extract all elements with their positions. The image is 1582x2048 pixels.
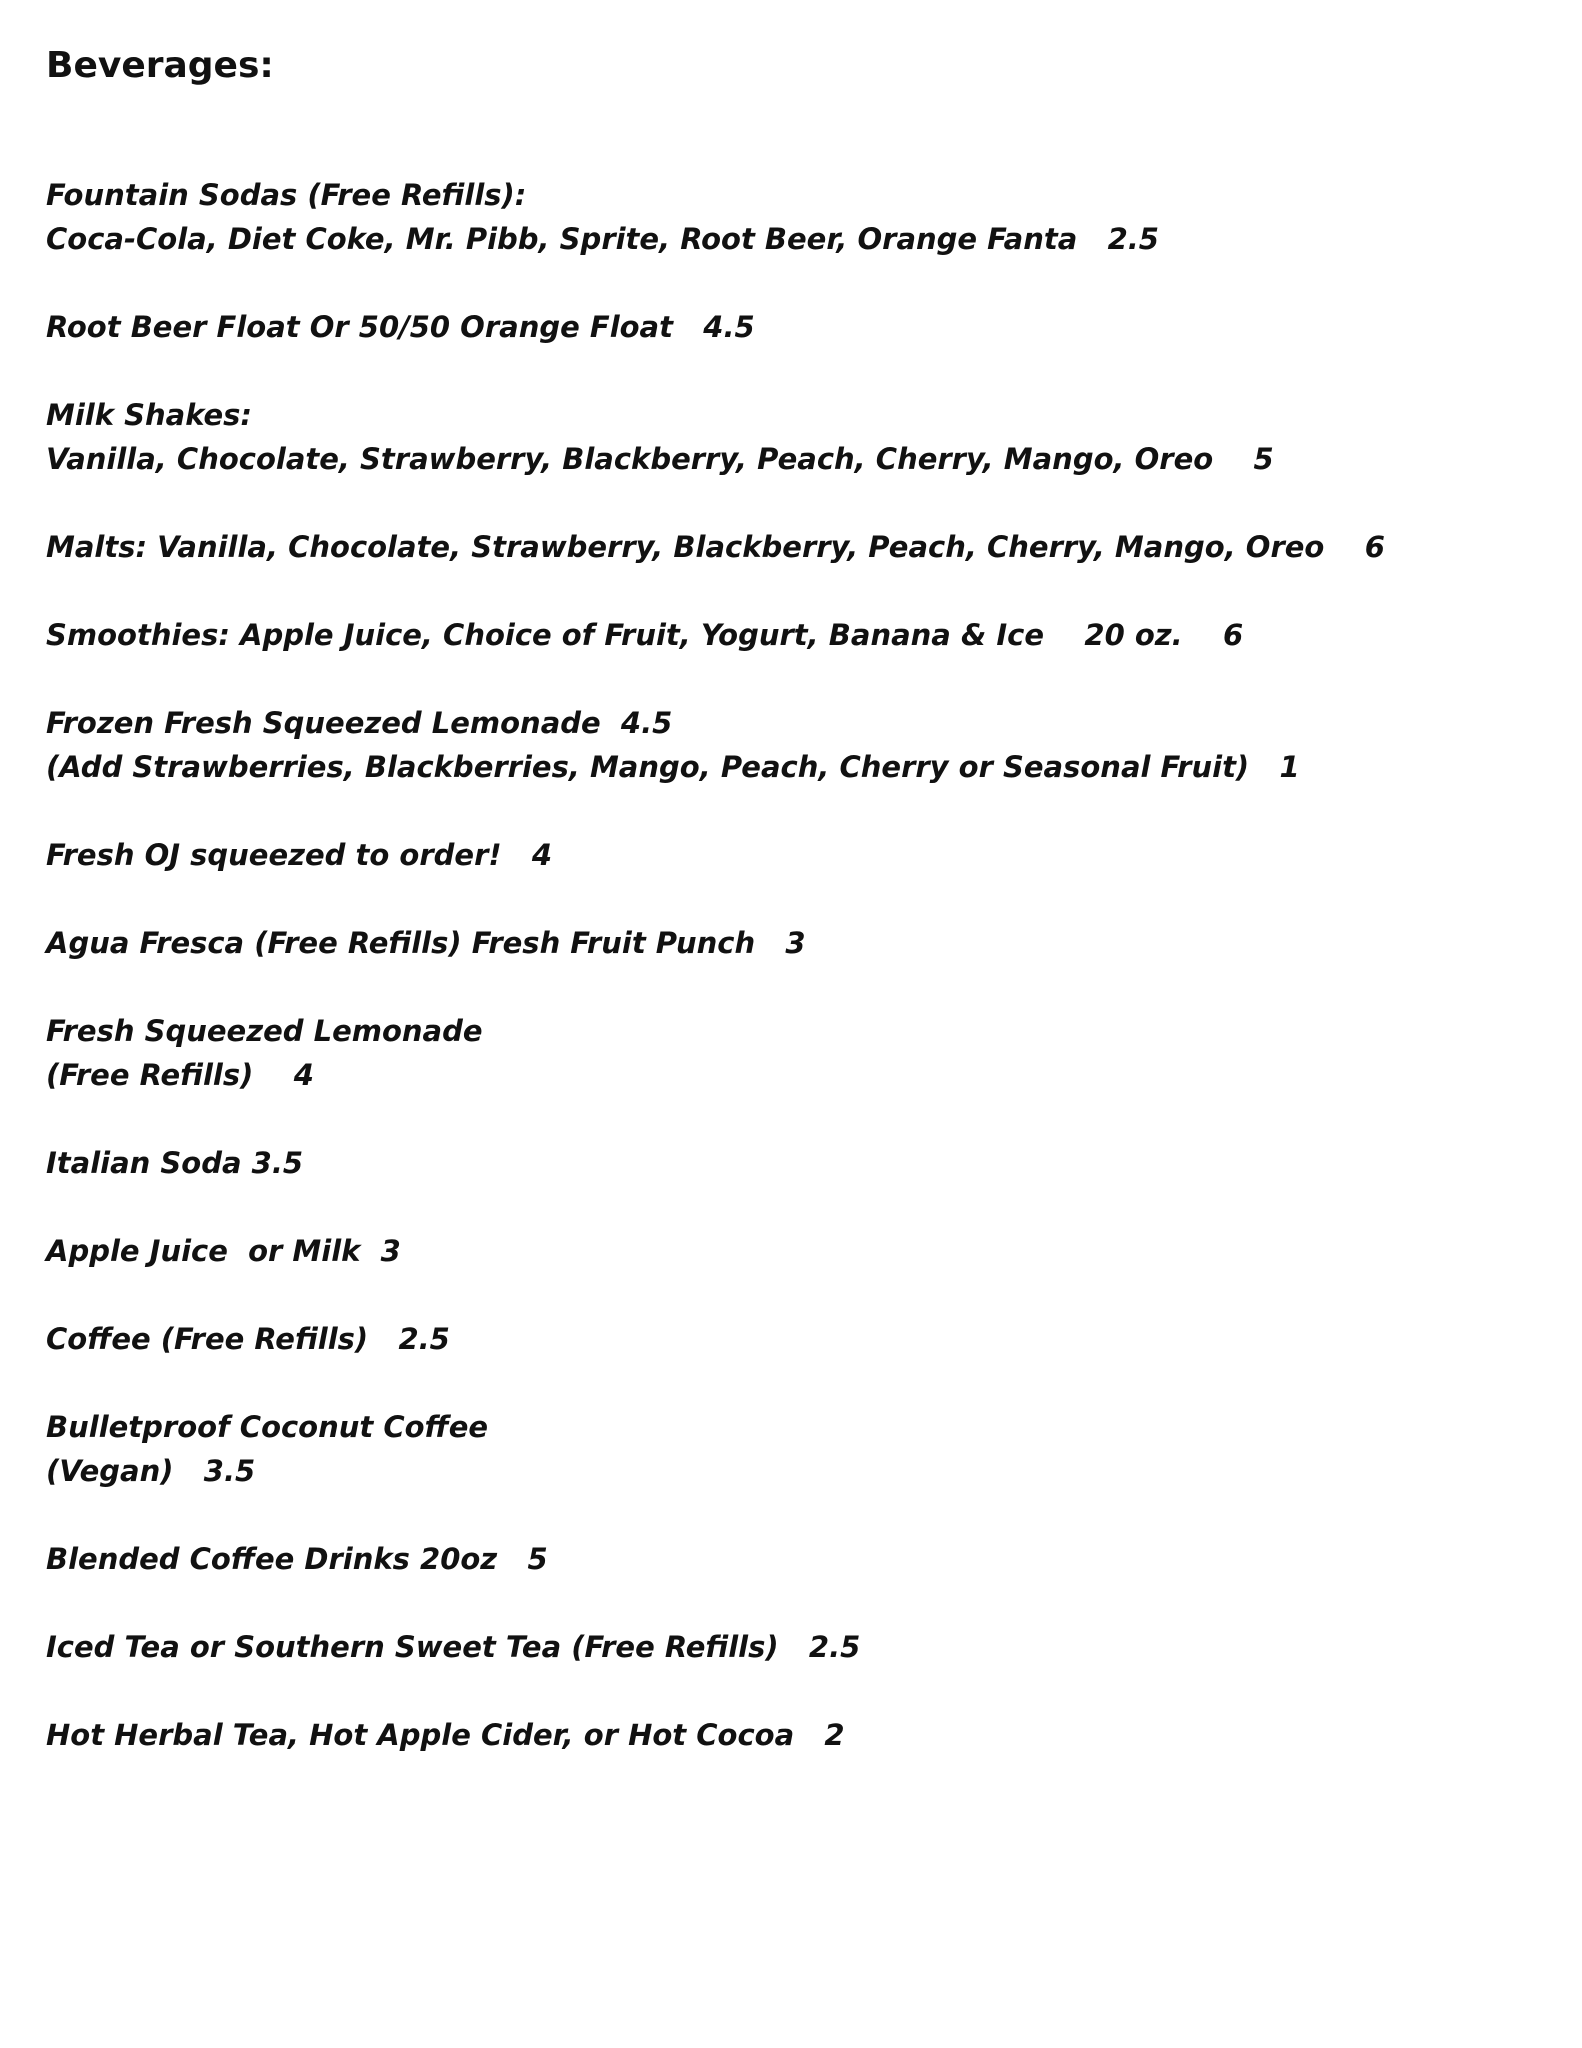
- menu-line: Coca-Cola, Diet Coke, Mr. Pibb, Sprite, Root Beer, Orange Fanta 2.5: [46, 222, 1159, 256]
- menu-line: Coffee (Free Refills) 2.5: [46, 1322, 450, 1356]
- menu-line: (Vegan) 3.5: [46, 1454, 256, 1488]
- menu-line: Fountain Sodas (Free Refills):: [46, 178, 527, 212]
- menu-line: Fresh Squeezed Lemonade: [46, 1014, 483, 1048]
- menu-line: Root Beer Float Or 50/50 Orange Float 4.5: [46, 310, 755, 344]
- menu-line: Smoothies: Apple Juice, Choice of Fruit, Yogurt, Banana & Ice 20 oz. 6: [46, 618, 1244, 652]
- menu-line: Bulletproof Coconut Coffee: [46, 1410, 489, 1444]
- menu-line: Frozen Fresh Squeezed Lemonade 4.5: [46, 706, 673, 740]
- menu-title: Beverages:: [46, 45, 274, 86]
- menu-line: Blended Coffee Drinks 20oz 5: [46, 1542, 548, 1576]
- menu-line: Malts: Vanilla, Chocolate, Strawberry, Blackberry, Peach, Cherry, Mango, Oreo 6: [46, 530, 1385, 564]
- menu-line: Italian Soda 3.5: [46, 1146, 304, 1180]
- menu-line: (Free Refills) 4: [46, 1058, 314, 1092]
- menu-line: Vanilla, Chocolate, Strawberry, Blackberry, Peach, Cherry, Mango, Oreo 5: [46, 442, 1274, 476]
- menu-line: Hot Herbal Tea, Hot Apple Cider, or Hot Cocoa 2: [46, 1718, 845, 1752]
- menu-line: (Add Strawberries, Blackberries, Mango, Peach, Cherry or Seasonal Fruit) 1: [46, 750, 1300, 784]
- menu-line: Apple Juice or Milk 3: [46, 1234, 401, 1268]
- menu-line: Agua Fresca (Free Refills) Fresh Fruit Punch 3: [46, 926, 806, 960]
- menu-line: Iced Tea or Southern Sweet Tea (Free Refills) 2.5: [46, 1630, 861, 1664]
- menu-line: Fresh OJ squeezed to order! 4: [46, 838, 553, 872]
- menu-line: Milk Shakes:: [46, 398, 253, 432]
